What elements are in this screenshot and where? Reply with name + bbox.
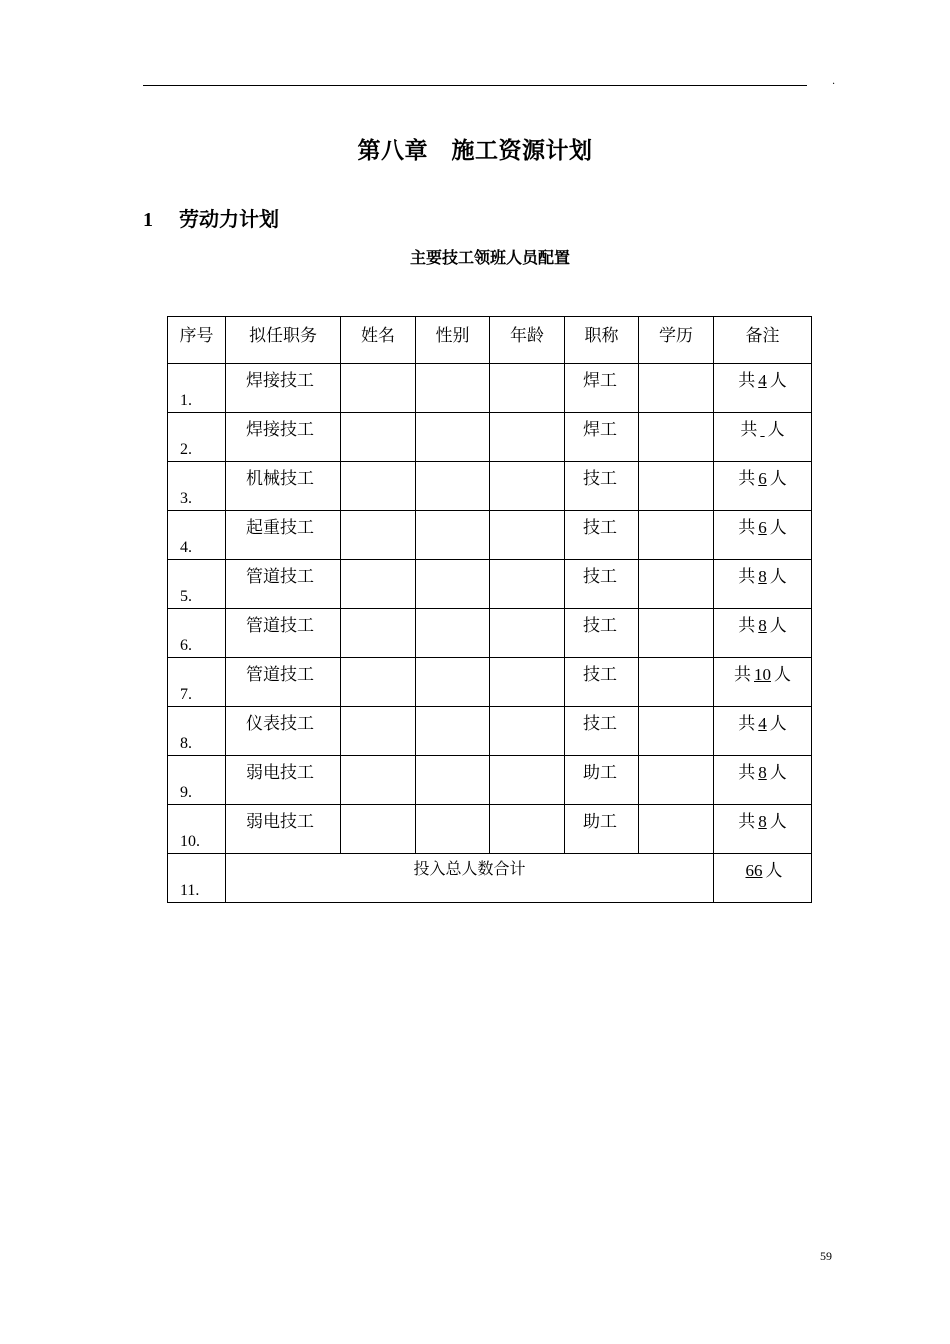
- note-count: 6: [758, 518, 767, 537]
- row-seq: 7.: [180, 686, 192, 703]
- cell-education: [639, 511, 714, 560]
- cell-seq: [168, 609, 226, 658]
- row-seq: 9.: [180, 784, 192, 801]
- row-seq: 8.: [180, 735, 192, 752]
- note-prefix: 共: [738, 812, 756, 832]
- note-prefix: 共: [738, 616, 756, 636]
- note-count: 8: [758, 763, 767, 782]
- note-suffix: 人: [769, 371, 787, 391]
- note-suffix: 人: [769, 616, 787, 636]
- cell-role: 仪表技工: [226, 707, 341, 756]
- note-count: 4: [758, 371, 767, 390]
- cell-gender: [416, 805, 490, 854]
- cell-name: [341, 609, 416, 658]
- col-header-role: 拟任职务: [226, 317, 341, 364]
- note-suffix: 人: [769, 812, 787, 832]
- table-row: [168, 756, 812, 805]
- cell-title: 技工: [565, 707, 639, 756]
- cell-note: [714, 707, 812, 756]
- note-count: [757, 420, 767, 439]
- cell-role: 焊接技工: [226, 413, 341, 462]
- cell-age: [490, 658, 565, 707]
- table-row: [168, 609, 812, 658]
- cell-age: [490, 805, 565, 854]
- total-seq: 11.: [180, 882, 200, 899]
- table-row: [168, 364, 812, 413]
- cell-note: [714, 658, 812, 707]
- cell-role: 弱电技工: [226, 756, 341, 805]
- note-prefix: 共: [738, 567, 756, 587]
- cell-role: 管道技工: [226, 560, 341, 609]
- col-header-education: 学历: [639, 317, 714, 364]
- cell-seq: [168, 658, 226, 707]
- cell-education: [639, 658, 714, 707]
- cell-name: [341, 805, 416, 854]
- staff-table: [167, 316, 812, 903]
- note-count: 6: [758, 469, 767, 488]
- cell-seq: [168, 756, 226, 805]
- cell-title: 焊工: [565, 413, 639, 462]
- note-suffix: 人: [769, 714, 787, 734]
- note-suffix: 人: [769, 469, 787, 489]
- cell-age: [490, 756, 565, 805]
- cell-title: 技工: [565, 511, 639, 560]
- row-seq: 2.: [180, 441, 192, 458]
- note-count: 10: [754, 665, 771, 684]
- table-row: [168, 462, 812, 511]
- note-count: 8: [758, 812, 767, 831]
- note-prefix: 共: [738, 469, 756, 489]
- cell-gender: [416, 511, 490, 560]
- cell-seq: [168, 854, 226, 903]
- table-row: [168, 707, 812, 756]
- note-suffix: 人: [769, 567, 787, 587]
- cell-education: [639, 805, 714, 854]
- cell-title: 技工: [565, 462, 639, 511]
- row-seq: 6.: [180, 637, 192, 654]
- staff-table-body: [168, 364, 812, 903]
- cell-education: [639, 756, 714, 805]
- note-prefix: 共: [734, 665, 751, 685]
- note-prefix: 共: [738, 763, 756, 783]
- row-seq: 10.: [180, 833, 200, 850]
- cell-name: [341, 707, 416, 756]
- table-row: [168, 413, 812, 462]
- table-row: [168, 805, 812, 854]
- col-header-seq: 序号: [168, 317, 226, 364]
- total-count: 66: [745, 861, 763, 880]
- total-label: 投入总人数合计: [226, 854, 714, 903]
- cell-age: [490, 511, 565, 560]
- note-prefix: 共: [740, 420, 758, 440]
- cell-seq: [168, 364, 226, 413]
- cell-role: 机械技工: [226, 462, 341, 511]
- table-row: [168, 511, 812, 560]
- row-seq: 3.: [180, 490, 192, 507]
- note-suffix: 人: [769, 518, 787, 538]
- total-suffix: 人: [765, 861, 783, 881]
- cell-age: [490, 560, 565, 609]
- row-seq: 1.: [180, 392, 192, 409]
- cell-gender: [416, 560, 490, 609]
- cell-title: 技工: [565, 609, 639, 658]
- section-title: 劳动力计划: [179, 207, 279, 231]
- cell-role: 起重技工: [226, 511, 341, 560]
- cell-title: 技工: [565, 658, 639, 707]
- cell-seq: [168, 511, 226, 560]
- cell-gender: [416, 364, 490, 413]
- cell-seq: [168, 413, 226, 462]
- cell-age: [490, 609, 565, 658]
- note-prefix: 共: [738, 371, 756, 391]
- cell-name: [341, 658, 416, 707]
- section-number: 1: [143, 209, 153, 231]
- cell-note: [714, 560, 812, 609]
- cell-education: [639, 707, 714, 756]
- col-header-age: 年龄: [490, 317, 565, 364]
- note-suffix: 人: [769, 763, 787, 783]
- cell-name: [341, 756, 416, 805]
- cell-note: [714, 805, 812, 854]
- col-header-note: 备注: [714, 317, 812, 364]
- note-count: 8: [758, 616, 767, 635]
- cell-note: [714, 364, 812, 413]
- cell-name: [341, 462, 416, 511]
- cell-name: [341, 511, 416, 560]
- cell-seq: [168, 707, 226, 756]
- cell-seq: [168, 805, 226, 854]
- col-header-title: 职称: [565, 317, 639, 364]
- cell-education: [639, 609, 714, 658]
- note-prefix: 共: [738, 714, 756, 734]
- cell-name: [341, 364, 416, 413]
- cell-title: 助工: [565, 756, 639, 805]
- cell-gender: [416, 609, 490, 658]
- note-count: 8: [758, 567, 767, 586]
- cell-role: 管道技工: [226, 609, 341, 658]
- cell-seq: [168, 462, 226, 511]
- row-seq: 5.: [180, 588, 192, 605]
- cell-role: 焊接技工: [226, 364, 341, 413]
- cell-age: [490, 364, 565, 413]
- header-dot: .: [832, 76, 836, 87]
- cell-title: 技工: [565, 560, 639, 609]
- section-heading: [143, 203, 279, 232]
- cell-note: [714, 511, 812, 560]
- cell-gender: [416, 462, 490, 511]
- cell-note: [714, 609, 812, 658]
- page-number: 59: [820, 1249, 832, 1263]
- note-suffix: 人: [774, 665, 791, 685]
- col-header-name: 姓名: [341, 317, 416, 364]
- cell-title: 焊工: [565, 364, 639, 413]
- note-count: 4: [758, 714, 767, 733]
- cell-note: [714, 756, 812, 805]
- cell-title: 助工: [565, 805, 639, 854]
- cell-gender: [416, 413, 490, 462]
- cell-name: [341, 413, 416, 462]
- table-row: [168, 658, 812, 707]
- cell-seq: [168, 560, 226, 609]
- total-row: [168, 854, 812, 903]
- cell-gender: [416, 658, 490, 707]
- cell-education: [639, 413, 714, 462]
- cell-age: [490, 707, 565, 756]
- total-value: [714, 854, 812, 903]
- cell-age: [490, 413, 565, 462]
- cell-education: [639, 364, 714, 413]
- cell-age: [490, 462, 565, 511]
- cell-note: [714, 462, 812, 511]
- col-header-gender: 性别: [416, 317, 490, 364]
- table-caption: 主要技工领班人员配置: [409, 248, 570, 267]
- table-header-row: [168, 317, 812, 364]
- cell-gender: [416, 756, 490, 805]
- cell-role: 管道技工: [226, 658, 341, 707]
- cell-education: [639, 560, 714, 609]
- cell-role: 弱电技工: [226, 805, 341, 854]
- chapter-title: 第八章 施工资源计划: [357, 138, 593, 164]
- row-seq: 4.: [180, 539, 192, 556]
- table-row: [168, 560, 812, 609]
- cell-name: [341, 560, 416, 609]
- cell-note: [714, 413, 812, 462]
- note-prefix: 共: [738, 518, 756, 538]
- note-suffix: 人: [767, 420, 785, 440]
- cell-education: [639, 462, 714, 511]
- header-rule: [143, 85, 807, 86]
- cell-gender: [416, 707, 490, 756]
